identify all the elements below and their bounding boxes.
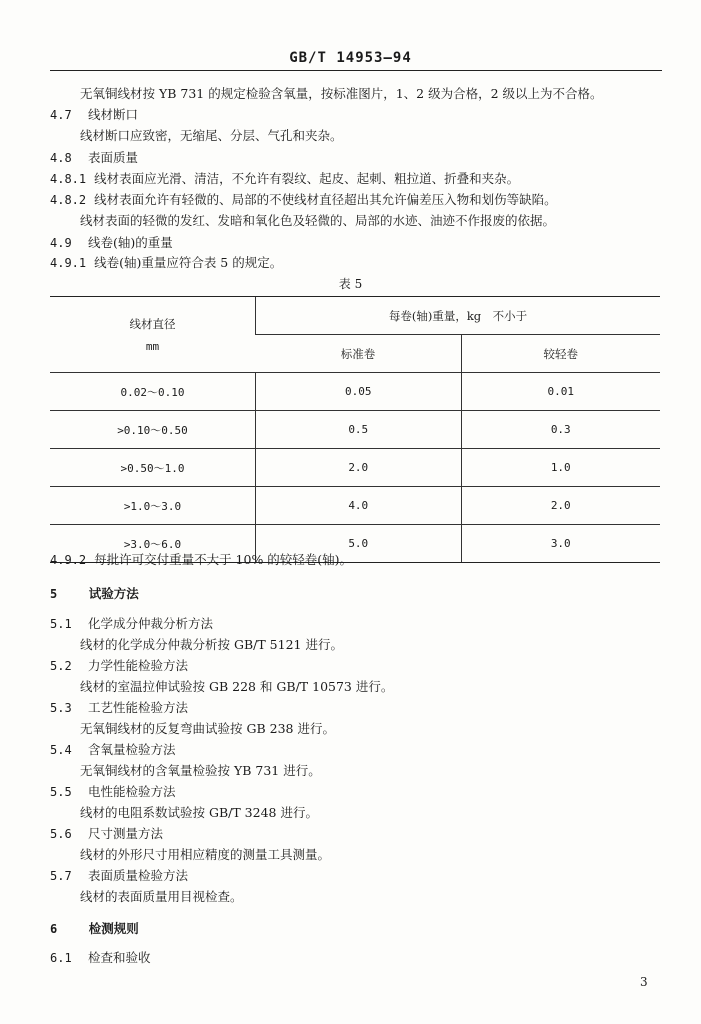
col-header-diameter-label: 线材直径	[129, 317, 176, 331]
col-header-diameter-unit: mm	[145, 340, 160, 353]
paragraph-surface-minor: 线材表面的轻微的发红、发暗和氧化色及轻微的、局部的水迹、油迹不作报废的依据。	[80, 213, 556, 228]
clause-number: 4.8.2	[50, 193, 87, 207]
paragraph-5-6: 线材的外形尺寸用相应精度的测量工具测量。	[80, 847, 331, 862]
clause-title: 表面质量检验方法	[87, 868, 188, 883]
cell-light: 3.0	[461, 525, 660, 563]
clause-title: 化学成分仲裁分析方法	[87, 616, 213, 631]
clause-title: 工艺性能检验方法	[87, 700, 188, 715]
paragraph-fracture: 线材断口应致密，无缩尾、分层、气孔和夹杂。	[80, 128, 343, 143]
clause-title: 电性能检验方法	[87, 784, 176, 799]
clause-number: 4.9	[50, 236, 72, 250]
clause-title: 尺寸测量方法	[87, 826, 163, 841]
clause-number: 4.9.1	[50, 256, 87, 270]
standard-header: GB/T 14953—94	[289, 50, 412, 66]
col-header-light-coil: 较轻卷	[461, 335, 660, 373]
clause-4-7	[50, 107, 138, 123]
clause-5-1	[50, 616, 213, 632]
paragraph-5-3: 无氧铜线材的反复弯曲试验按 GB 238 进行。	[80, 721, 335, 736]
clause-number: 4.8.1	[50, 172, 87, 186]
clause-4-9-1	[50, 255, 282, 271]
paragraph-5-4: 无氧铜线材的含氧量检验按 YB 731 进行。	[80, 763, 321, 778]
cell-diameter: >1.0～3.0	[50, 487, 256, 525]
clause-number: 6.1	[50, 951, 72, 965]
cell-standard: 4.0	[256, 487, 462, 525]
clause-text: 线材表面应光滑、清洁，不允许有裂纹、起皮、起刺、粗拉道、折叠和夹杂。	[94, 171, 520, 186]
clause-number: 4.7	[50, 108, 72, 122]
clause-text: 每批许可交付重量不大于 10% 的较轻卷(轴)。	[94, 552, 353, 567]
col-header-diameter	[50, 297, 256, 373]
cell-diameter: >0.10～0.50	[50, 411, 256, 449]
clause-title: 线卷(轴)的重量	[87, 235, 173, 250]
clause-text: 线材表面允许有轻微的、局部的不使线材直径超出其允许偏差压入物和划伤等缺陷。	[94, 192, 557, 207]
paragraph-oxygen-content: 无氧铜线材按 YB 731 的规定检验含氧量，按标准图片，1、2 级为合格，2 级以上为不合格。	[80, 86, 603, 101]
section-number: 5	[50, 587, 58, 601]
clause-number: 5.1	[50, 617, 72, 631]
section-title: 检测规则	[88, 921, 139, 936]
clause-number: 4.8	[50, 151, 72, 165]
cell-diameter: 0.02～0.10	[50, 373, 256, 411]
clause-title: 含氧量检验方法	[87, 742, 176, 757]
header-rule	[50, 70, 662, 71]
clause-5-5	[50, 784, 175, 800]
clause-4-8-1	[50, 171, 519, 187]
clause-title: 表面质量	[87, 150, 138, 165]
section-number: 6	[50, 922, 58, 936]
clause-5-2	[50, 658, 188, 674]
clause-4-9	[50, 235, 173, 251]
cell-light: 1.0	[461, 449, 660, 487]
clause-title: 力学性能检验方法	[87, 658, 188, 673]
paragraph-5-2: 线材的室温拉伸试验按 GB 228 和 GB/T 10573 进行。	[80, 679, 394, 694]
clause-number: 5.7	[50, 869, 72, 883]
cell-diameter: >3.0～6.0	[50, 525, 256, 563]
table-row	[50, 487, 660, 525]
cell-light: 2.0	[461, 487, 660, 525]
table-caption: 表 5	[338, 277, 363, 291]
clause-text: 线卷(轴)重量应符合表 5 的规定。	[94, 255, 283, 270]
section-5	[50, 586, 139, 602]
clause-number: 5.5	[50, 785, 72, 799]
paragraph-5-7: 线材的表面质量用目视检查。	[80, 889, 243, 904]
col-header-weight-group: 每卷(轴)重量，kg 不小于	[256, 297, 661, 335]
cell-standard: 5.0	[256, 525, 462, 563]
cell-standard: 0.05	[256, 373, 462, 411]
clause-number: 4.9.2	[50, 553, 87, 567]
clause-5-4	[50, 742, 175, 758]
clause-title: 检查和验收	[87, 950, 151, 965]
cell-light: 0.3	[461, 411, 660, 449]
section-title: 试验方法	[88, 586, 139, 601]
clause-6-1	[50, 950, 150, 966]
section-6	[50, 921, 139, 937]
page-number: 3	[640, 975, 648, 989]
clause-number: 5.4	[50, 743, 72, 757]
clause-number: 5.2	[50, 659, 72, 673]
clause-number: 5.6	[50, 827, 72, 841]
table-row	[50, 449, 660, 487]
clause-title: 线材断口	[87, 107, 138, 122]
cell-standard: 2.0	[256, 449, 462, 487]
cell-standard: 0.5	[256, 411, 462, 449]
clause-number: 5.3	[50, 701, 72, 715]
paragraph-5-5: 线材的电阻系数试验按 GB/T 3248 进行。	[80, 805, 318, 820]
clause-4-8-2	[50, 192, 557, 208]
table-row	[50, 411, 660, 449]
cell-diameter: >0.50～1.0	[50, 449, 256, 487]
clause-5-7	[50, 868, 188, 884]
clause-5-3	[50, 700, 188, 716]
col-header-standard-coil: 标准卷	[256, 335, 462, 373]
paragraph-5-1: 线材的化学成分仲裁分析按 GB/T 5121 进行。	[80, 637, 343, 652]
cell-light: 0.01	[461, 373, 660, 411]
clause-5-6	[50, 826, 163, 842]
table-row	[50, 373, 660, 411]
clause-4-8	[50, 150, 138, 166]
table-5	[50, 296, 660, 563]
clause-4-9-2	[50, 552, 352, 568]
